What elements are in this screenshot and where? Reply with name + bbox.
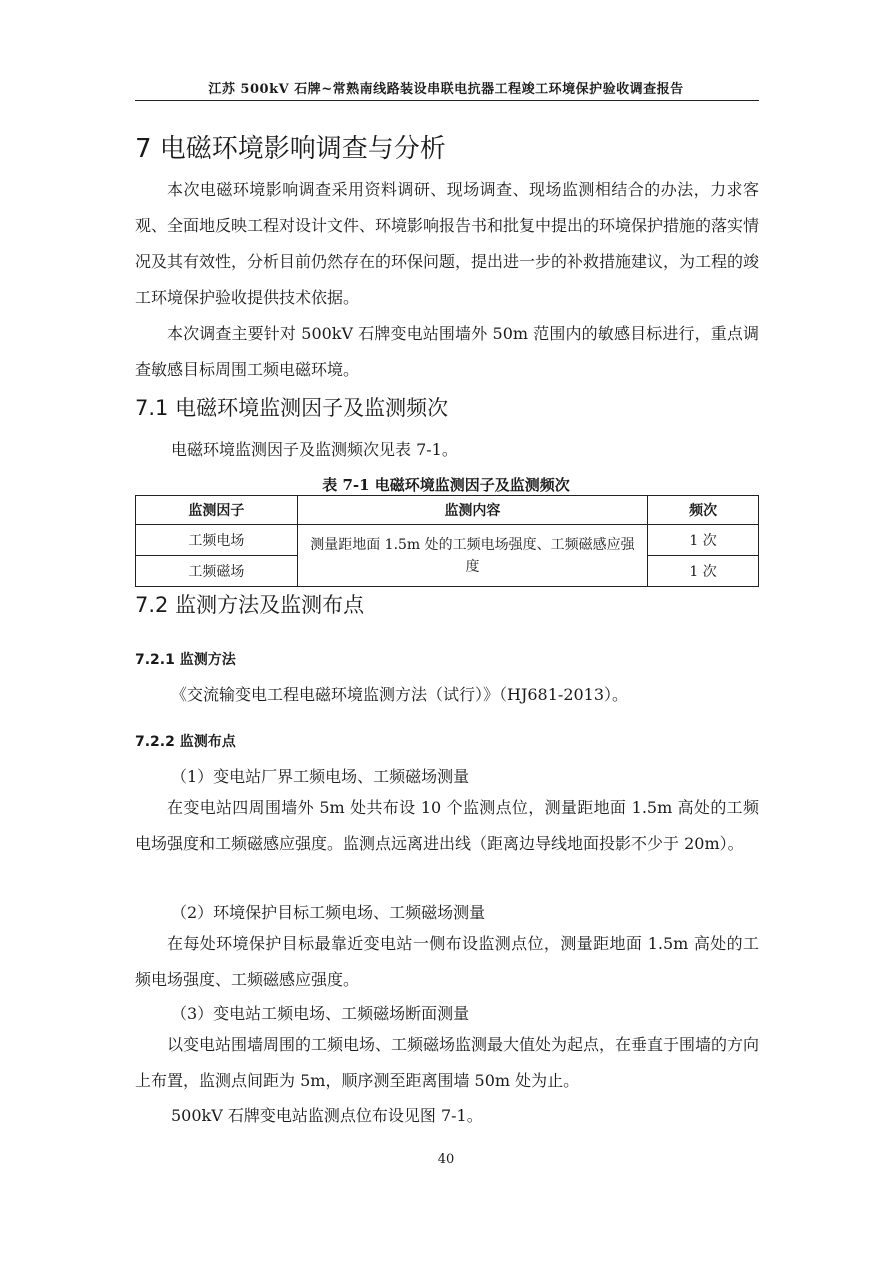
header-cell-frequency: 频次: [648, 496, 759, 525]
section-7-title: 7 电磁环境影响调查与分析: [135, 134, 446, 164]
item-2-paragraph: 在每处环境保护目标最靠近变电站一侧布设监测点位，测量距地面 1.5m 高处的工频电场强度、工频磁感应强度。: [135, 934, 759, 989]
section-7-paragraph-1: 本次电磁环境影响调查采用资料调研、现场调查、现场监测相结合的办法，力求客观、全面地反映工程对设计文件、环境影响报告书和批复中提出的环境保护措施的落实情况及其有效性，分析目前仍然存在的环保问题，提出进一步的补救措施建议，为工程的竣工环境保护验收提供技术依据。: [135, 180, 760, 307]
frequency-cell: 1 次: [648, 525, 759, 556]
section-7-2-2-title: 7.2.2 监测布点: [135, 734, 236, 750]
content-cell: 测量距地面 1.5m 处的工频电场强度、工频磁感应强度: [297, 525, 647, 587]
closing-sentence: 500kV 石牌变电站监测点位布设见图 7-1。: [171, 1106, 483, 1125]
item-2-heading: （2）环境保护目标工频电场、工频磁场测量: [171, 903, 486, 922]
item-1-paragraph: 在变电站四周围墙外 5m 处共布设 10 个监测点位，测量距地面 1.5m 高处的工频电场强度和工频磁感应强度。监测点远离进出线（距离边导线地面投影不少于 20m）。: [135, 798, 759, 853]
header-cell-content: 监测内容: [297, 496, 647, 525]
frequency-cell: 1 次: [648, 556, 759, 587]
table-7-1-caption: 表 7-1 电磁环境监测因子及监测频次: [322, 476, 570, 494]
section-7-1-title: 7.1 电磁环境监测因子及监测频次: [135, 396, 449, 420]
section-7-2-1-text: 《交流输变电工程电磁环境监测方法（试行）》（HJ681-2013）。: [171, 685, 629, 704]
section-7-2-title: 7.2 监测方法及监测布点: [135, 593, 365, 617]
header-cell-factor: 监测因子: [136, 496, 298, 525]
running-header: 江苏 500kV 石牌~常熟南线路装设串联电抗器工程竣工环境保护验收调查报告: [208, 82, 684, 97]
section-7-1-intro: 电磁环境监测因子及监测频次见表 7-1。: [171, 440, 458, 459]
table-row: [136, 525, 759, 556]
item-1-heading: （1）变电站厂界工频电场、工频磁场测量: [171, 767, 470, 786]
table-header-row: [136, 496, 759, 525]
page-number: 40: [437, 1152, 455, 1167]
header-rule: [135, 100, 759, 101]
factor-cell: 工频磁场: [136, 556, 298, 587]
item-3-heading: （3）变电站工频电场、工频磁场断面测量: [171, 1004, 470, 1023]
table-7-1: [135, 495, 759, 587]
factor-cell: 工频电场: [136, 525, 298, 556]
section-7-2-1-title: 7.2.1 监测方法: [135, 652, 236, 668]
section-7-paragraph-2: 本次调查主要针对 500kV 石牌变电站围墙外 50m 范围内的敏感目标进行，重点调查敏感目标周围工频电磁环境。: [135, 324, 759, 379]
item-3-paragraph: 以变电站围墙周围的工频电场、工频磁场监测最大值处为起点，在垂直于围墙的方向上布置，监测点间距为 5m，顺序测至距离围墙 50m 处为止。: [135, 1035, 760, 1090]
